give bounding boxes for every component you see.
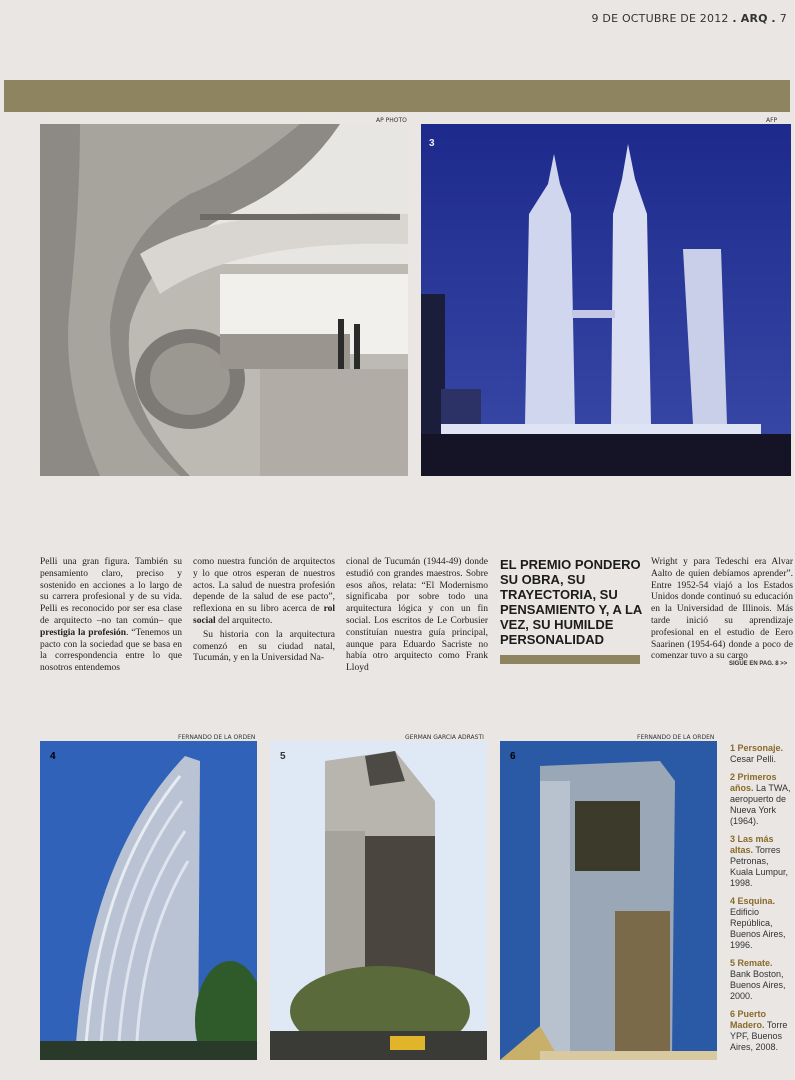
article-column-2	[193, 557, 335, 665]
section-band	[4, 80, 790, 112]
photo-edificio-republica	[40, 741, 257, 1060]
photo-credit: GERMAN GARCIA ADRASTI	[405, 734, 484, 741]
photo-number: 4	[50, 751, 56, 762]
continue-link[interactable]: SIGUE EN PAG. 8 >>	[729, 661, 788, 667]
pull-quote-bar	[500, 655, 640, 664]
photo-number: 5	[280, 751, 286, 762]
article-col1-text-a: Pelli una gran figura. También su pensamiento claro, preciso y sostenido en acciones a lo largo de su carrera profesional y de su vida. Pelli es reconocido por ser esa clase de arquitecto –no tan común– que	[40, 557, 182, 626]
caption-item: 4 Esquina. Edificio República, Buenos Aires, 1996.	[730, 896, 786, 950]
header-page-number: 7	[779, 12, 787, 25]
pull-quote: EL PREMIO PONDERO SU OBRA, SU TRAYECTORIA, SU PENSAMIENTO Y, A LA VEZ, SU HUMILDE PERSONALIDAD	[500, 557, 642, 647]
caption-item: 6 Puerto Madero. Torre YPF, Buenos Aires, 2008.	[730, 1009, 788, 1052]
photo-twa-interior	[40, 124, 408, 476]
article-col1-text-c: . “Tenemos un pacto con la sociedad que se basa en la correspondencia entre lo que nosotros entendemos	[40, 627, 182, 674]
article-col2-text-c: del arquitecto.	[215, 615, 273, 626]
photo-credit: FERNANDO DE LA ORDEN	[637, 734, 715, 741]
article-col2-bold: rol social	[193, 604, 335, 626]
photo-credit: AP PHOTO	[376, 117, 407, 124]
article-column-1	[40, 557, 182, 675]
photo-petronas-towers	[421, 124, 791, 476]
photo-number: 6	[510, 751, 516, 762]
article-col2-paragraph-2: Su historia con la arquitectura comenzó en su ciudad natal, Tucumán, y en la Universidad Na-	[193, 629, 335, 664]
page-header: 9 DE OCTUBRE DE 2012 . ARQ . 7	[591, 12, 787, 25]
article-column-4: Wright y para Tedeschi era Alvar Aalto de quien debíamos aprender”. Entre 1952-54 viajó a los Estados Unidos donde continuó su educación en la Universidad de Illinois. Más tarde inició su aprendizaje profesional en el estudio de Eero Saarinen (1954-64) donde a poco de comenzar tuvo a su cargo	[651, 557, 793, 662]
article-col2-text-a: como nuestra función de arquitectos y lo que otros esperan de nuestros actos. La salud de nuestra profesión depende de la salud de ese pacto”, reflexiona en su libro acerca de	[193, 557, 335, 615]
photo-torre-ypf	[500, 741, 717, 1060]
caption-item: 1 Personaje. Cesar Pelli.	[730, 743, 784, 764]
photo-number: 3	[429, 138, 435, 149]
caption-item: 2 Primeros años. La TWA, aeropuerto de Nueva York (1964).	[730, 772, 791, 826]
captions-column	[730, 743, 792, 1053]
article-col1-bold: prestigia la profesión	[40, 627, 127, 638]
header-date: 9 DE OCTUBRE DE 2012	[591, 12, 729, 25]
caption-item: 5 Remate. Bank Boston, Buenos Aires, 2000.	[730, 958, 786, 1001]
article-column-3: cional de Tucumán (1944-49) donde estudió con grandes maestros. Sobre esos años, relata: “El Modernismo significaba por sobre todo una arquitectura lógica y con un fin social. Los escritos de Le Corbusier constituían nuestra guía principal, aunque para Eduardo Sacriste no había otro arquitecto como Frank Lloyd	[346, 557, 488, 674]
photo-bank-boston	[270, 741, 487, 1060]
header-section: ARQ	[740, 12, 768, 25]
photo-credit: AFP	[766, 117, 778, 124]
caption-item: 3 Las más altas. Torres Petronas, Kuala Lumpur, 1998.	[730, 834, 789, 888]
photo-credit: FERNANDO DE LA ORDEN	[178, 734, 256, 741]
